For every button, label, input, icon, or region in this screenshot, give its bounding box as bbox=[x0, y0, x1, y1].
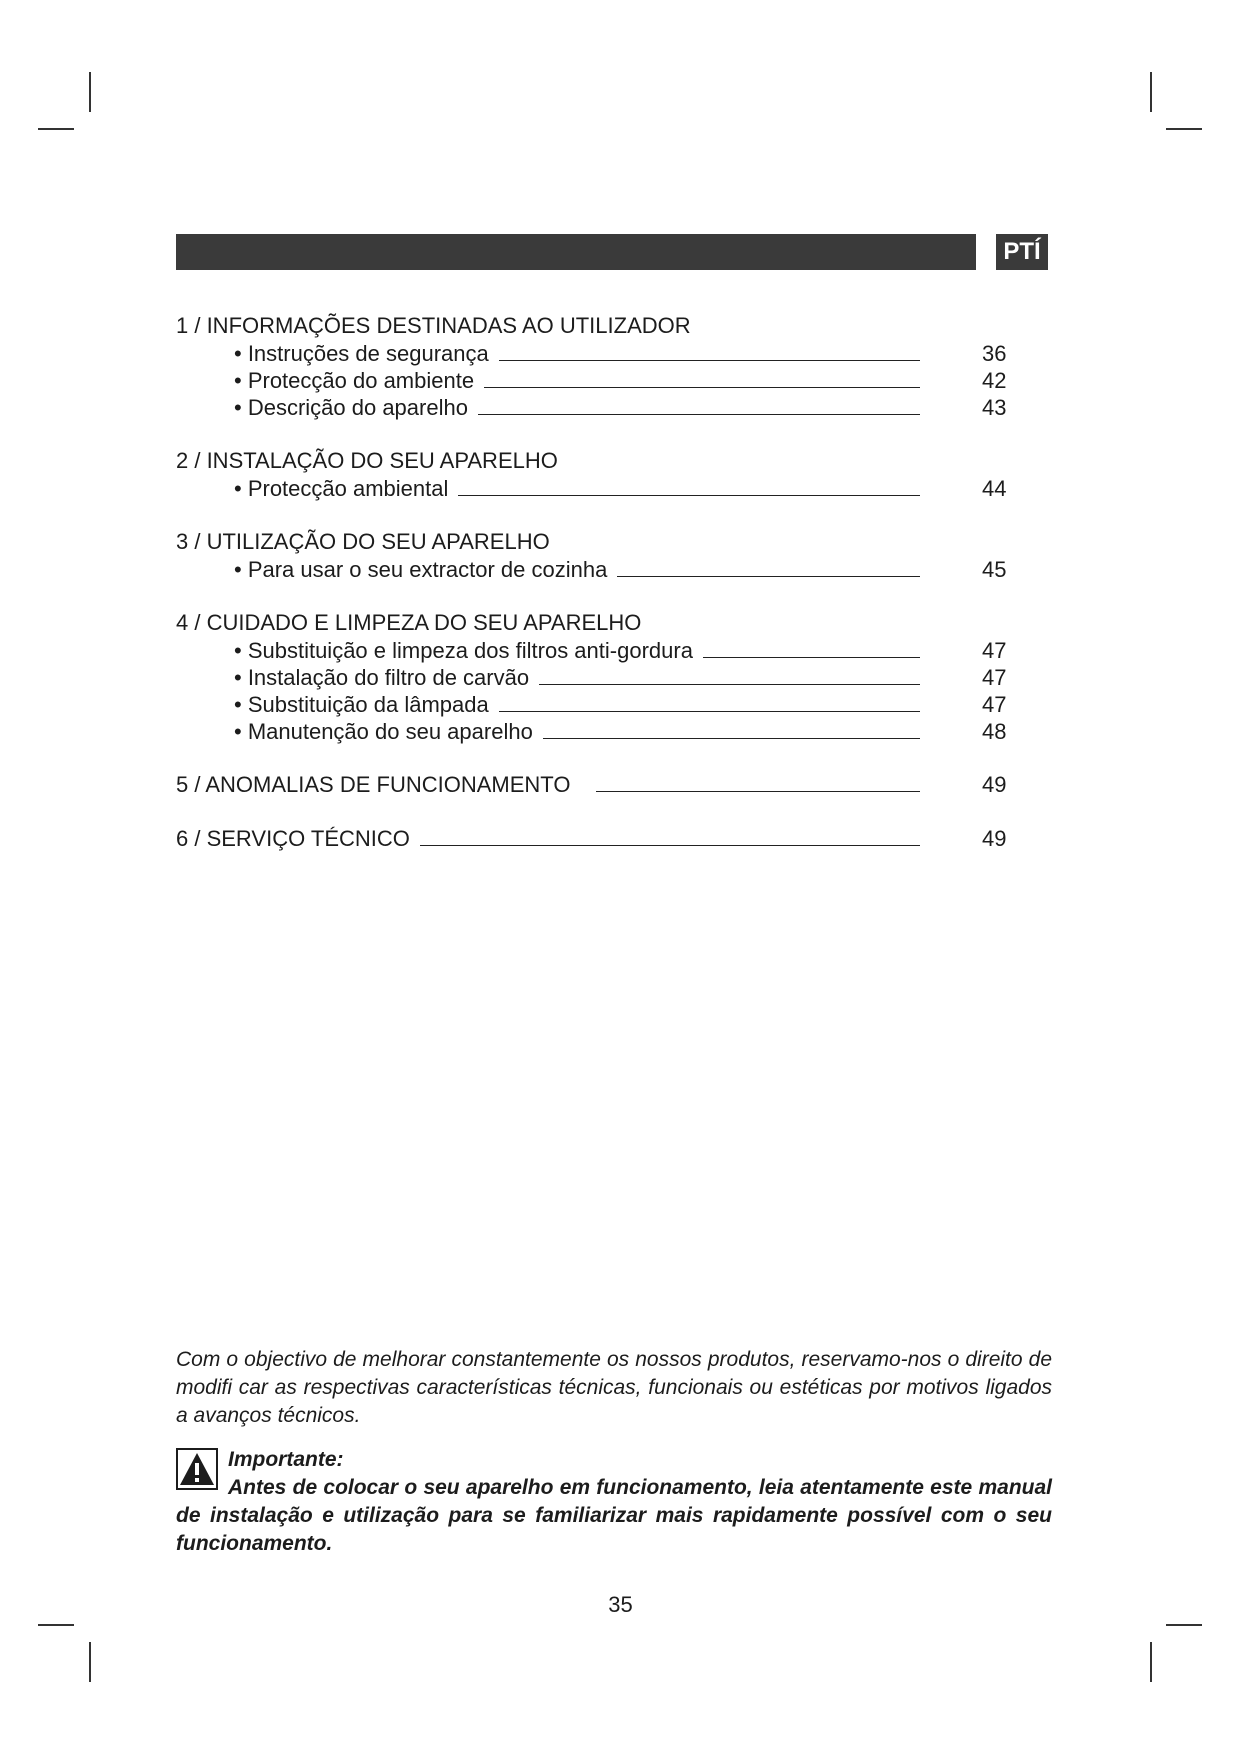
toc-section-title: 5 / ANOMALIAS DE FUNCIONAMENTO bbox=[176, 772, 571, 797]
toc-entry[interactable] bbox=[176, 718, 1036, 745]
toc-entry[interactable] bbox=[176, 771, 1036, 799]
toc-section bbox=[176, 825, 1036, 853]
toc-entry-page: 49 bbox=[982, 772, 1007, 797]
leader-line bbox=[458, 476, 920, 496]
toc-entry-label: • Descrição do aparelho bbox=[234, 395, 468, 420]
warning-icon bbox=[176, 1448, 218, 1490]
toc-entry[interactable] bbox=[176, 664, 1036, 691]
toc-section bbox=[176, 312, 1036, 421]
toc-entry-page: 47 bbox=[982, 665, 1007, 690]
toc-entry-label: • Para usar o seu extractor de cozinha bbox=[234, 557, 608, 582]
toc-entry-page: 48 bbox=[982, 719, 1007, 744]
toc-entry-page: 49 bbox=[982, 826, 1007, 851]
toc-entry-label: • Substituição e limpeza dos filtros anti-gordura bbox=[234, 638, 693, 663]
toc-entry[interactable] bbox=[176, 340, 1036, 367]
toc-section-title: 2 / INSTALAÇÃO DO SEU APARELHO bbox=[176, 448, 558, 473]
crop-mark bbox=[1166, 128, 1202, 130]
crop-mark bbox=[89, 1642, 91, 1682]
toc-section bbox=[176, 771, 1036, 799]
toc-entry[interactable] bbox=[176, 367, 1036, 394]
toc-entry-label: • Instruções de segurança bbox=[234, 341, 489, 366]
leader-line bbox=[478, 395, 920, 415]
toc-section-title: 1 / INFORMAÇÕES DESTINADAS AO UTILIZADOR bbox=[176, 313, 691, 338]
crop-mark bbox=[1150, 72, 1152, 112]
toc-section-title: 6 / SERVIÇO TÉCNICO bbox=[176, 826, 410, 851]
toc-entry-page: 44 bbox=[982, 476, 1007, 501]
notice-paragraph: Com o objectivo de melhorar constantemente os nossos produtos, reservamo-nos o direito de modifi car as respectivas características técnicas, funcionais ou estéticas por motivos ligados a avanços técnicos. bbox=[176, 1348, 1052, 1427]
leader-line bbox=[420, 826, 920, 846]
important-block bbox=[176, 1446, 1052, 1558]
toc-entry-page: 43 bbox=[982, 395, 1007, 420]
crop-mark bbox=[38, 1624, 74, 1626]
leader-line bbox=[499, 692, 920, 712]
toc-entry-page: 36 bbox=[982, 341, 1007, 366]
crop-mark bbox=[1150, 1642, 1152, 1682]
toc-section-title: 3 / UTILIZAÇÃO DO SEU APARELHO bbox=[176, 529, 550, 554]
toc-entry[interactable] bbox=[176, 475, 1036, 502]
leader-line bbox=[596, 772, 920, 792]
leader-line bbox=[484, 368, 920, 388]
toc-section bbox=[176, 609, 1036, 745]
toc-entry-label: • Instalação do filtro de carvão bbox=[234, 665, 530, 690]
leader-line bbox=[617, 557, 920, 577]
toc-section-title: 4 / CUIDADO E LIMPEZA DO SEU APARELHO bbox=[176, 610, 642, 635]
toc-entry-label: • Manutenção do seu aparelho bbox=[234, 719, 533, 744]
page-number: 35 bbox=[608, 1592, 633, 1617]
toc-entry-label: • Substituição da lâmpada bbox=[234, 692, 489, 717]
important-text: Antes de colocar o seu aparelho em funcionamento, leia atentamente este manual de instalação e utilização para se familiarizar mais rapidamente possível com o seu funcionamento. bbox=[176, 1476, 1052, 1555]
toc-entry[interactable] bbox=[176, 394, 1036, 421]
toc-entry-page: 47 bbox=[982, 638, 1007, 663]
toc-entry-page: 47 bbox=[982, 692, 1007, 717]
leader-line bbox=[543, 719, 920, 739]
important-title: Importante: bbox=[228, 1448, 344, 1471]
crop-mark bbox=[38, 128, 74, 130]
language-tag: PTÍ bbox=[996, 234, 1048, 270]
crop-mark bbox=[1166, 1624, 1202, 1626]
toc-entry-page: 42 bbox=[982, 368, 1007, 393]
leader-line bbox=[539, 665, 920, 685]
table-of-contents bbox=[176, 312, 1036, 879]
toc-entry[interactable] bbox=[176, 825, 1036, 853]
toc-section bbox=[176, 528, 1036, 583]
header-bar bbox=[176, 234, 976, 270]
toc-entry[interactable] bbox=[176, 637, 1036, 664]
toc-section bbox=[176, 447, 1036, 502]
toc-entry[interactable] bbox=[176, 556, 1036, 583]
leader-line bbox=[499, 341, 920, 361]
toc-entry[interactable] bbox=[176, 691, 1036, 718]
leader-line bbox=[703, 638, 920, 658]
toc-entry-page: 45 bbox=[982, 557, 1007, 582]
crop-mark bbox=[89, 72, 91, 112]
toc-entry-label: • Protecção do ambiente bbox=[234, 368, 475, 393]
toc-entry-label: • Protecção ambiental bbox=[234, 476, 449, 501]
